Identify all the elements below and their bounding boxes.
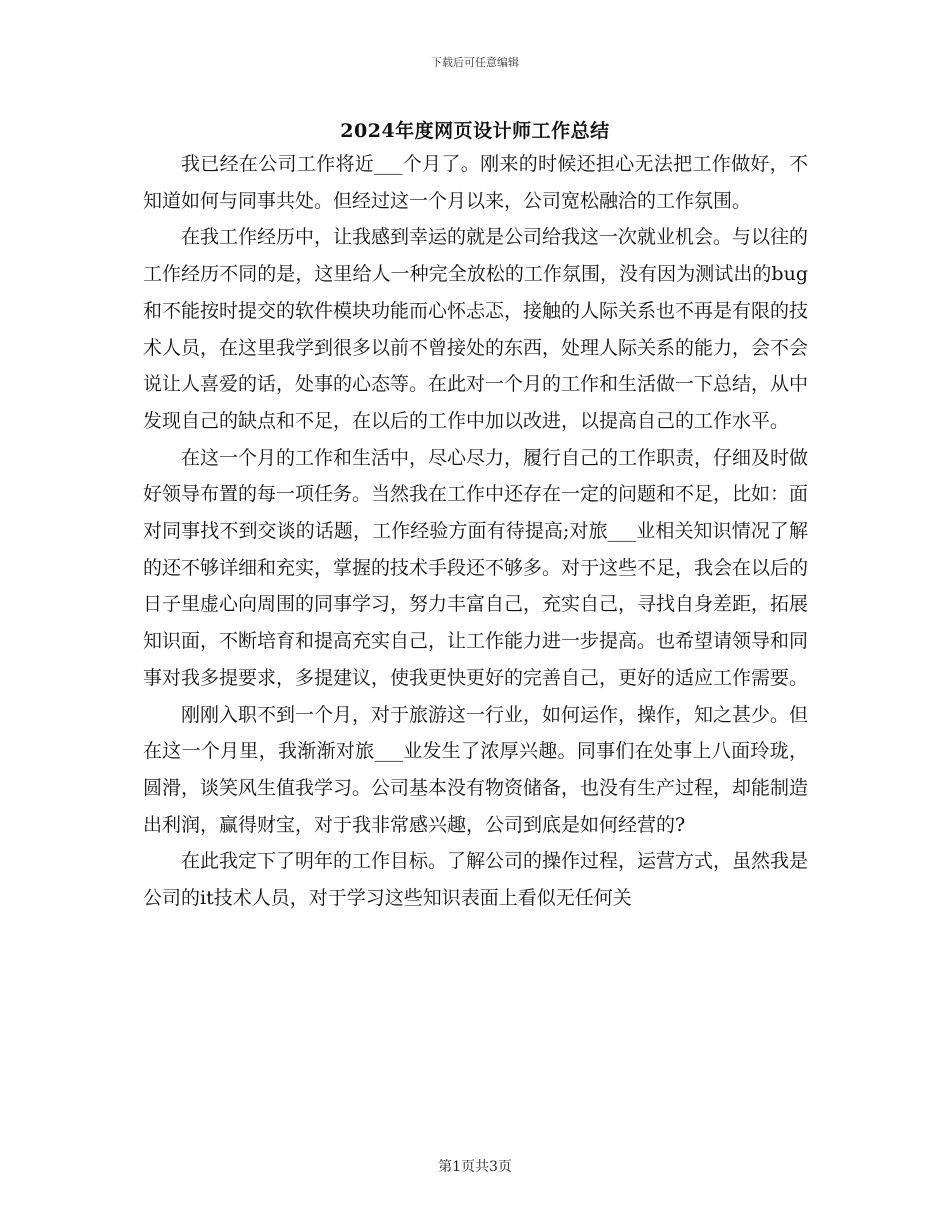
paragraph-5: 在此我定下了明年的工作目标。了解公司的操作过程，运营方式，虽然我是公司的it技术人员，对于学习这些知识表面上看似无任何关 (143, 850, 809, 910)
page-header-note: 下载后可任意编辑 (431, 56, 519, 69)
paragraph-2: 在我工作经历中，让我感到幸运的就是公司给我这一次就业机会。与以往的工作经历不同的是，这里给人一种完全放松的工作氛围，没有因为测试出的bug和不能按时提交的软件模块功能而心怀忐忑，接触的人际关系也不再是有限的技术人员，在这里我学到很多以前不曾接处的东西，处理人际关系的能力，会不会说让人喜爱的话，处事的心态等。在此对一个月的工作和生活做一下总结，从中发现自己的缺点和不足，在以后的工作中加以改进，以提高自己的工作水平。 (143, 226, 809, 432)
document-body (143, 146, 808, 917)
page-number-footer: 第1页共3页 (438, 1159, 512, 1175)
paragraph-1: 我已经在公司工作将近___个月了。刚来的时候还担心无法把工作做好，不知道如何与同事共处。但经过这一个月以来，公司宽松融洽的工作氛围。 (143, 153, 808, 212)
document-title: 2024年度网页设计师工作总结 (340, 120, 610, 142)
paragraph-3: 在这一个月的工作和生活中，尽心尽力，履行自己的工作职责，仔细及时做好领导布置的每一项任务。当然我在工作中还存在一定的问题和不足，比如：面对同事找不到交谈的话题，工作经验方面有待提高;对旅___业相关知识情况了解的还不够详细和充实，掌握的技术手段还不够多。对于这些不足，我会在以后的日子里虚心向周围的同事学习，努力丰富自己，充实自己，寻找自身差距，拓展知识面，不断培育和提高充实自己，让工作能力进一步提高。也希望请领导和同事对我多提要求，多提建议，使我更快更好的完善自己，更好的适应工作需要。 (143, 446, 809, 689)
paragraph-4: 刚刚入职不到一个月，对于旅游这一行业，如何运作，操作，知之甚少。但在这一个月里，我渐渐对旅___业发生了浓厚兴趣。同事们在处事上八面玲珑，圆滑，谈笑风生值我学习。公司基本没有物资储备，也没有生产过程，却能制造出利润，赢得财宝，对于我非常感兴趣，公司到底是如何经营的? (143, 703, 809, 836)
